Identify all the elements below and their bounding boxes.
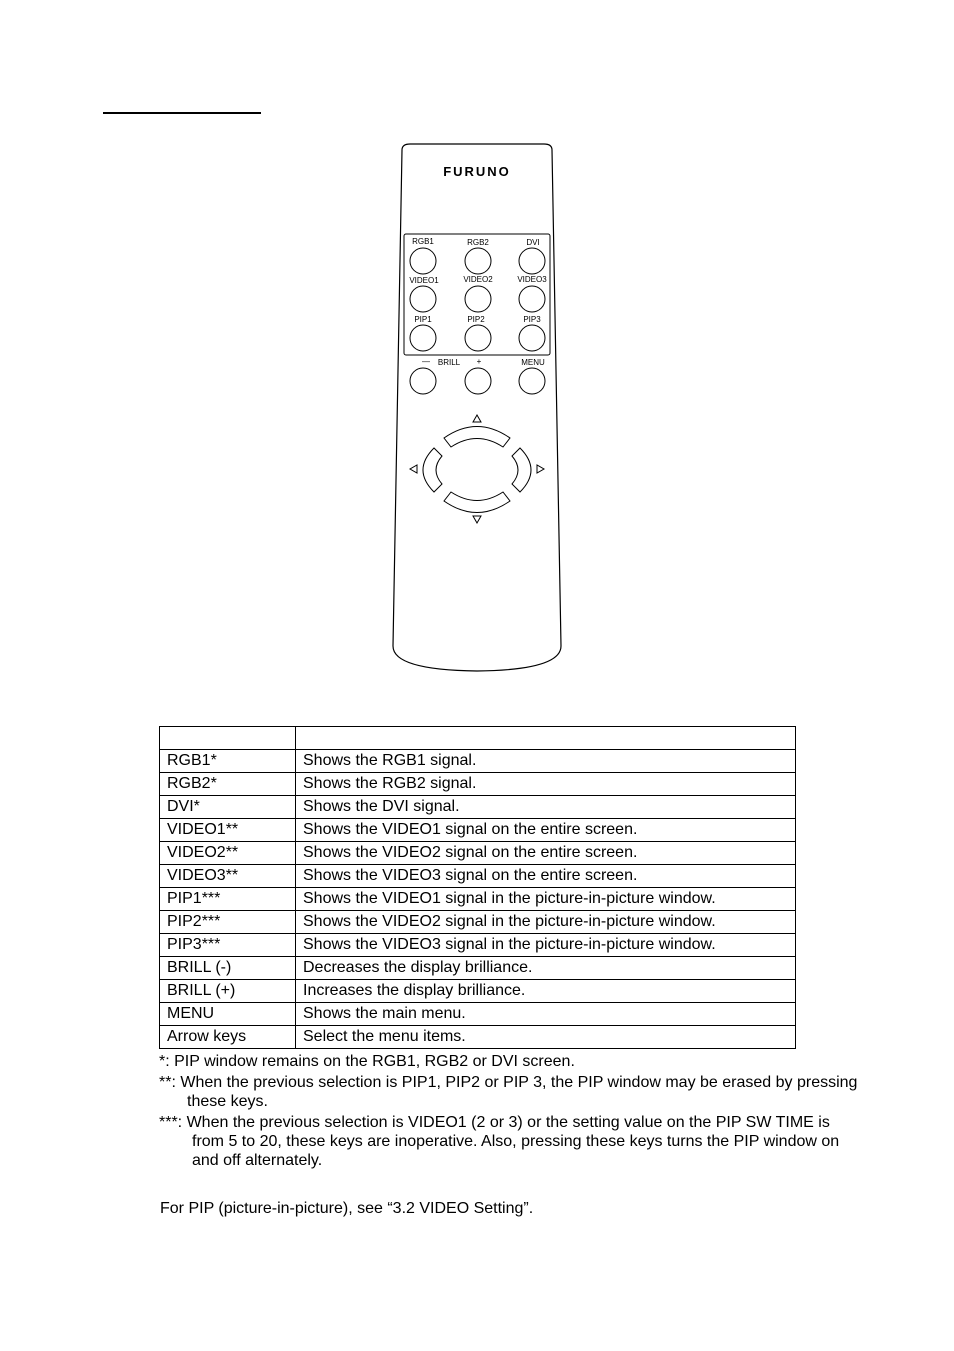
key-label-video2: VIDEO2: [463, 275, 493, 284]
table-row: [160, 750, 796, 773]
arrow-down-indicator: [473, 516, 481, 523]
key-function: Shows the VIDEO3 signal in the picture-in-picture window.: [296, 934, 796, 957]
key-name: PIP1***: [160, 888, 296, 911]
rgb2-key[interactable]: [465, 248, 491, 274]
arrow-right-key[interactable]: [512, 448, 531, 492]
key-label-menu: MENU: [521, 358, 545, 367]
arrow-up-key[interactable]: [444, 427, 510, 448]
table-row: [160, 1026, 796, 1049]
key-label-brill-plus: +: [476, 357, 482, 366]
table-row: [160, 819, 796, 842]
key-function: Shows the DVI signal.: [296, 796, 796, 819]
menu-key[interactable]: [519, 368, 545, 394]
remote-control-illustration: [390, 140, 564, 675]
table-row: [160, 888, 796, 911]
key-name: DVI*: [160, 796, 296, 819]
key-function: Select the menu items.: [296, 1026, 796, 1049]
key-label-rgb2: RGB2: [467, 238, 489, 247]
arrow-up-indicator: [473, 415, 481, 422]
footnote-single-asterisk: *: PIP window remains on the RGB1, RGB2 or DVI screen.: [159, 1053, 575, 1070]
table-row: [160, 773, 796, 796]
key-function-table: [159, 726, 796, 1049]
pip-reference-note: For PIP (picture-in-picture), see “3.2 VIDEO Setting”.: [160, 1200, 534, 1217]
key-function: Shows the RGB2 signal.: [296, 773, 796, 796]
key-function: Increases the display brilliance.: [296, 980, 796, 1003]
brand-logo: FURUNO: [443, 164, 511, 179]
table-row: [160, 842, 796, 865]
arrow-left-indicator: [410, 465, 417, 473]
key-label-pip1: PIP1: [414, 315, 432, 324]
arrow-down-key[interactable]: [444, 492, 510, 513]
key-name: MENU: [160, 1003, 296, 1026]
video2-key[interactable]: [465, 286, 491, 312]
source-key-group: [404, 234, 550, 355]
video1-key[interactable]: [410, 286, 436, 312]
arrow-right-indicator: [537, 465, 544, 473]
key-label-pip3: PIP3: [523, 315, 541, 324]
key-function: Shows the RGB1 signal.: [296, 750, 796, 773]
key-function: Shows the VIDEO2 signal on the entire screen.: [296, 842, 796, 865]
key-name: VIDEO3**: [160, 865, 296, 888]
table-row: [160, 865, 796, 888]
key-function: Shows the VIDEO2 signal in the picture-in-picture window.: [296, 911, 796, 934]
table-row: [160, 1003, 796, 1026]
table-header-row: [160, 727, 796, 750]
key-name: VIDEO2**: [160, 842, 296, 865]
key-name: BRILL (-): [160, 957, 296, 980]
key-name: Arrow keys: [160, 1026, 296, 1049]
key-label-video1: VIDEO1: [409, 276, 439, 285]
pip3-key[interactable]: [519, 325, 545, 351]
brill-minus-key[interactable]: [410, 368, 436, 394]
key-label-brill-minus: —: [422, 357, 430, 366]
rgb1-key[interactable]: [410, 248, 436, 274]
key-function: Shows the VIDEO3 signal on the entire screen.: [296, 865, 796, 888]
key-name: BRILL (+): [160, 980, 296, 1003]
key-function: Shows the main menu.: [296, 1003, 796, 1026]
video3-key[interactable]: [519, 286, 545, 312]
table-footnotes: [159, 1052, 859, 1172]
key-label-pip2: PIP2: [467, 315, 485, 324]
pip2-key[interactable]: [465, 325, 491, 351]
key-label-video3: VIDEO3: [517, 275, 547, 284]
remote-body-outline: [393, 144, 561, 671]
table-header-key: [160, 727, 296, 750]
table-row: [160, 934, 796, 957]
key-function: Decreases the display brilliance.: [296, 957, 796, 980]
section-heading-underline: [103, 112, 261, 114]
key-name: RGB2*: [160, 773, 296, 796]
table-row: [160, 980, 796, 1003]
table-row: [160, 911, 796, 934]
brill-plus-key[interactable]: [465, 368, 491, 394]
key-name: VIDEO1**: [160, 819, 296, 842]
key-name: PIP2***: [160, 911, 296, 934]
footnote-double-asterisk: **: When the previous selection is PIP1, PIP2 or PIP 3, the PIP window may be erased by pressing these keys.: [159, 1074, 858, 1110]
arrow-left-key[interactable]: [423, 448, 442, 492]
table-row: [160, 796, 796, 819]
key-function: Shows the VIDEO1 signal on the entire screen.: [296, 819, 796, 842]
dvi-key[interactable]: [519, 248, 545, 274]
table-header-function: [296, 727, 796, 750]
key-label-brill: BRILL: [437, 358, 461, 367]
key-function: Shows the VIDEO1 signal in the picture-in-picture window.: [296, 888, 796, 911]
table-row: [160, 957, 796, 980]
key-label-rgb1: RGB1: [412, 237, 434, 246]
key-name: PIP3***: [160, 934, 296, 957]
key-label-dvi: DVI: [526, 238, 540, 247]
pip1-key[interactable]: [410, 325, 436, 351]
key-name: RGB1*: [160, 750, 296, 773]
footnote-triple-asterisk: ***: When the previous selection is VIDEO1 (2 or 3) or the setting value on the PIP SW TIME is from 5 to 20, these keys are inoperative. Also, pressing these keys turns the PIP window on and off alternately.: [159, 1114, 840, 1169]
